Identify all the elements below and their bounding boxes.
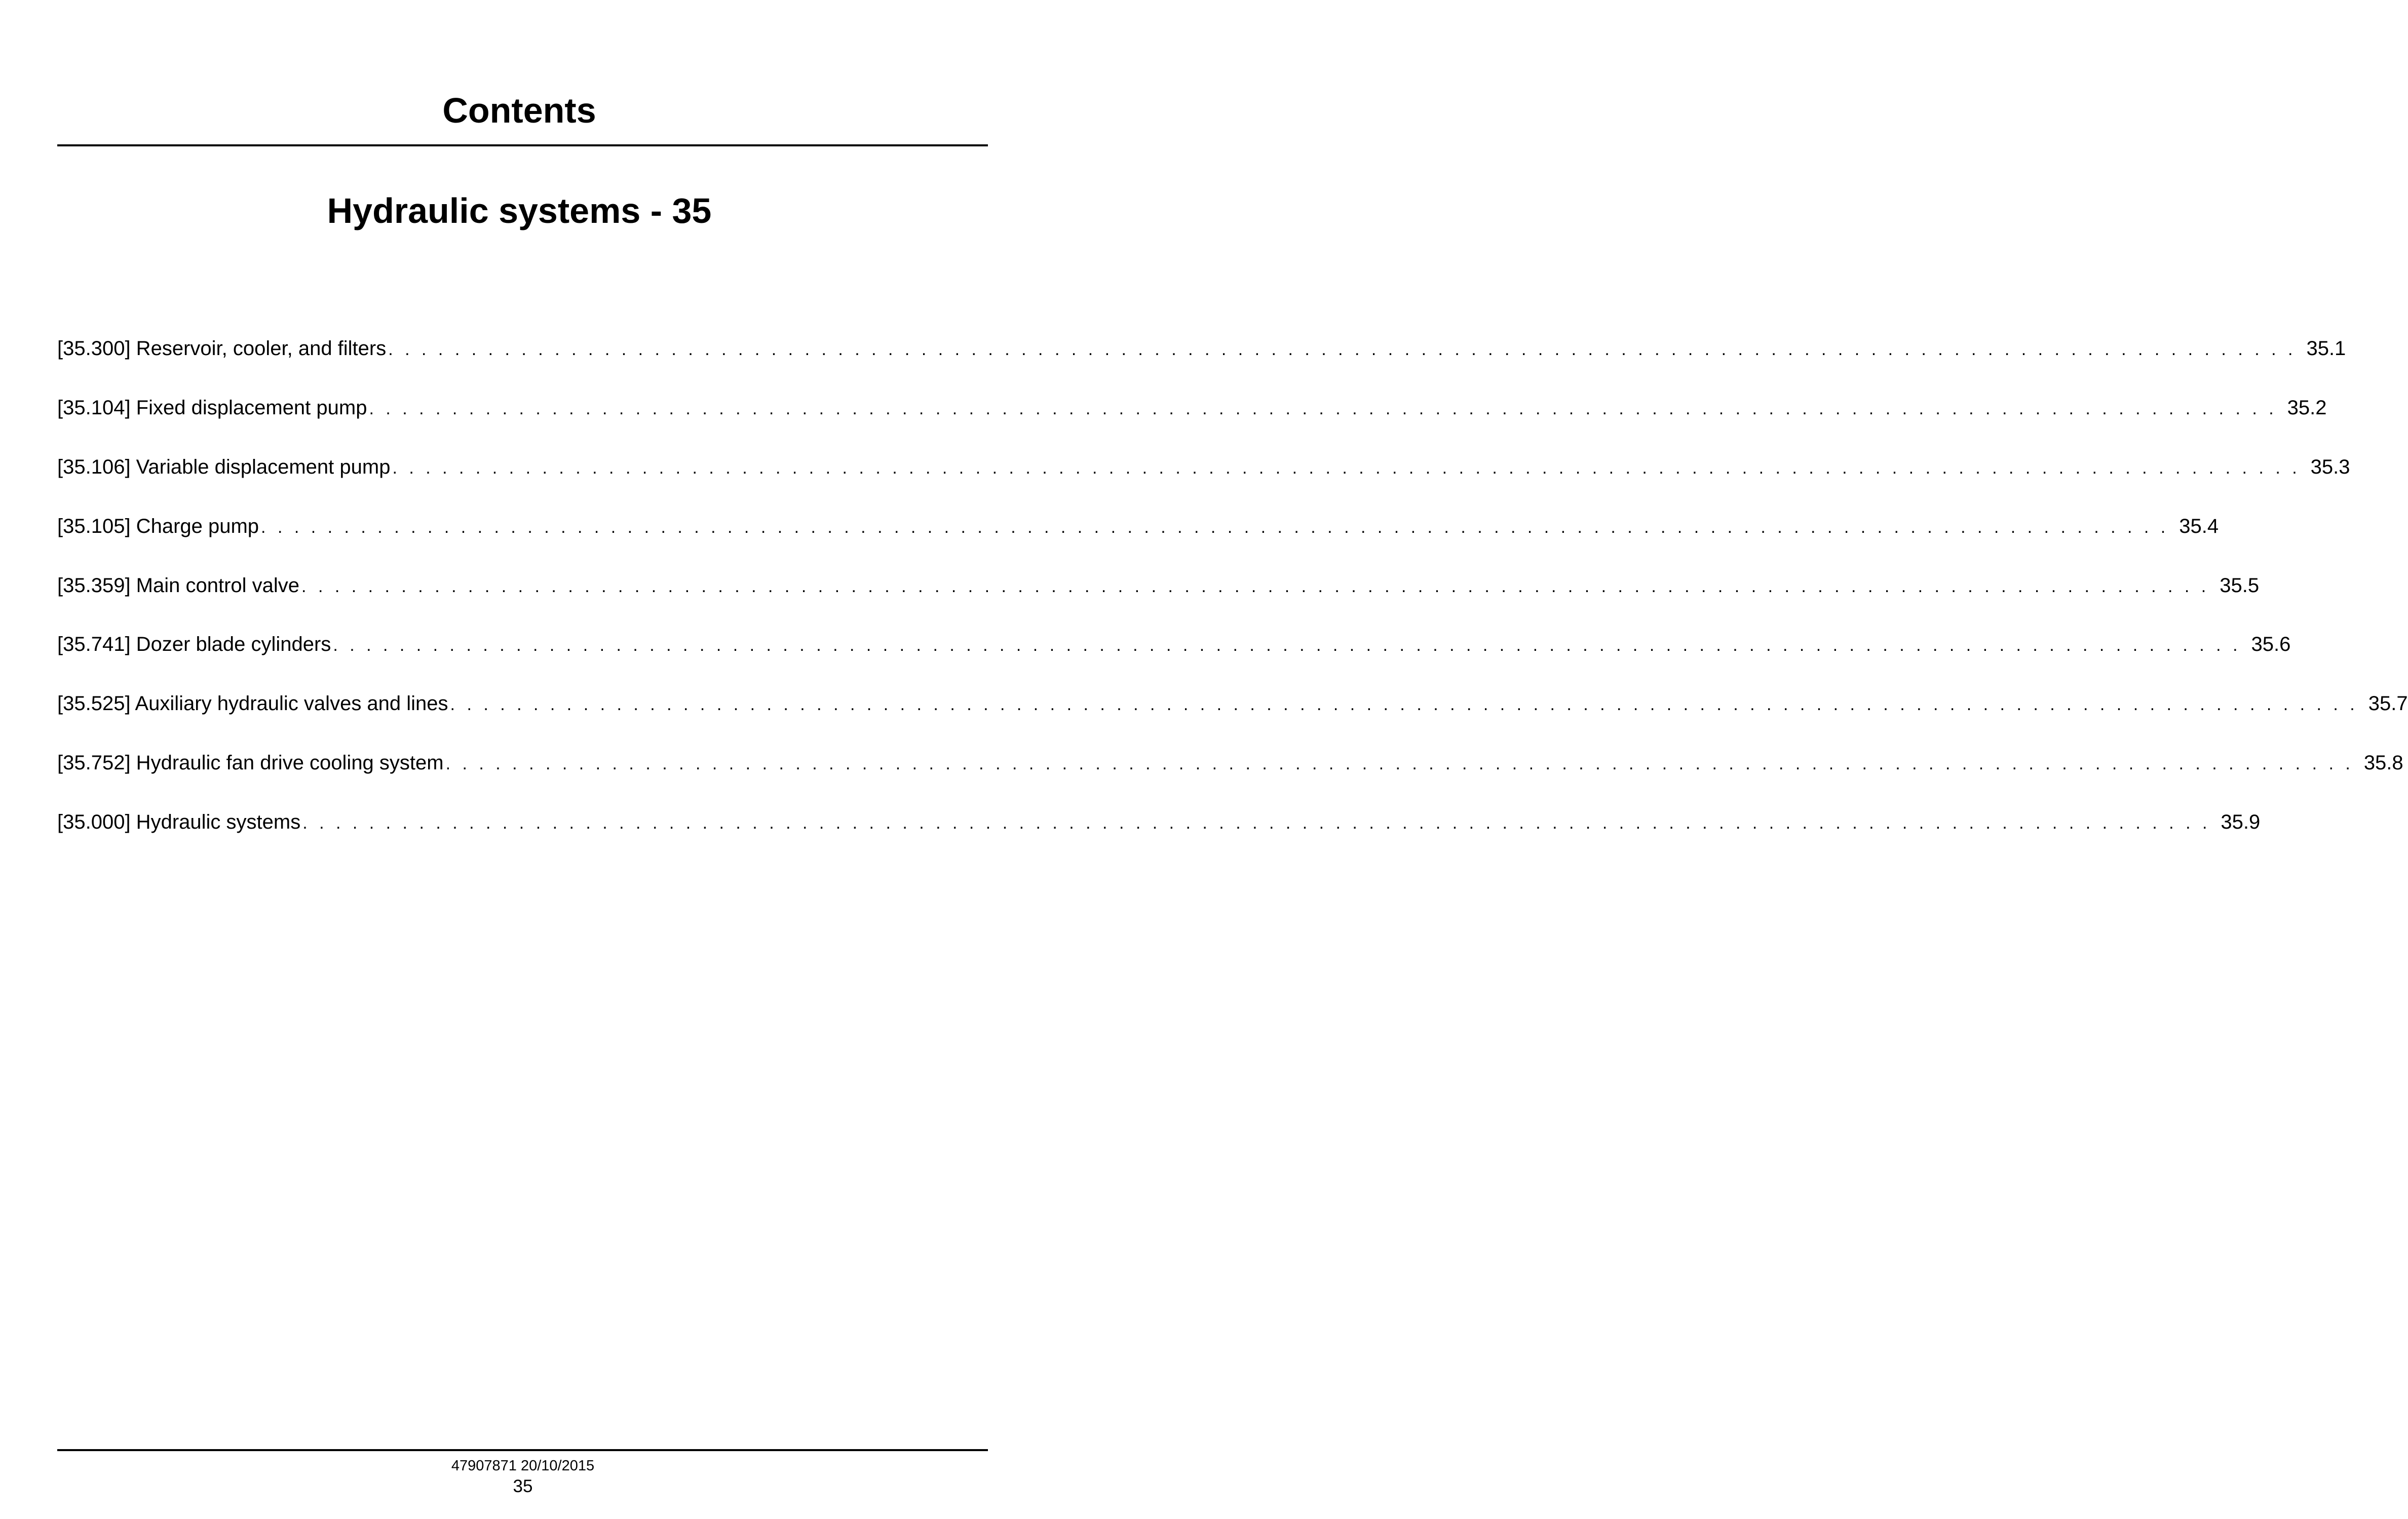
toc-entry-page: 35.7 (2368, 692, 2408, 715)
toc-entry-page: 35.1 (2306, 337, 2346, 360)
toc-entry[interactable] (57, 629, 2291, 688)
toc-dot-leader: . . . . . . . . . . . . . . . . . . . . . . . . . . . . . . . . . . . . . . . . . . . . . . . . . . . . . . . . . . . . . . . . . . . . . . . . . . . . . . . . . . . . . . . . . . . . . . . . . . . . . . . . . . . . . . . . . . . (261, 517, 2169, 537)
toc-entry-page: 35.6 (2251, 633, 2291, 656)
toc-dot-leader: . . . . . . . . . . . . . . . . . . . . . . . . . . . . . . . . . . . . . . . . . . . . . . . . . . . . . . . . . . . . . . . . . . . . . . . . . . . . . . . . . . . . . . . . . . . . . . . . . . . . . . . . . . . . . . . . . . . (388, 340, 2297, 359)
footer-page-number: 35 (513, 1476, 533, 1496)
toc-entry-page: 35.8 (2363, 752, 2403, 774)
toc-entry[interactable] (57, 511, 2219, 570)
table-of-contents (57, 333, 2408, 866)
toc-entry-page: 35.9 (2221, 811, 2261, 834)
toc-dot-leader: . . . . . . . . . . . . . . . . . . . . . . . . . . . . . . . . . . . . . . . . . . . . . . . . . . . . . . . . . . . . . . . . . . . . . . . . . . . . . . . . . . . . . . . . . . . . . . . . . . . . . . . . . . . . . . . . . . . (445, 754, 2354, 774)
toc-dot-leader: . . . . . . . . . . . . . . . . . . . . . . . . . . . . . . . . . . . . . . . . . . . . . . . . . . . . . . . . . . . . . . . . . . . . . . . . . . . . . . . . . . . . . . . . . . . . . . . . . . . . . . . . . . . . . . . . . . . (392, 458, 2301, 478)
page-title: Contents (442, 91, 596, 130)
toc-entry[interactable] (57, 393, 2327, 452)
toc-entry[interactable] (57, 807, 2261, 866)
toc-entry-page: 35.2 (2287, 396, 2327, 419)
toc-entry[interactable] (57, 452, 2350, 511)
toc-entry-label: [35.104] Fixed displacement pump (57, 396, 367, 419)
toc-dot-leader: . . . . . . . . . . . . . . . . . . . . . . . . . . . . . . . . . . . . . . . . . . . . . . . . . . . . . . . . . . . . . . . . . . . . . . . . . . . . . . . . . . . . . . . . . . . . . . . . . . . . . . . . . . . . . . . . . . . (450, 695, 2358, 715)
toc-entry-label: [35.359] Main control valve (57, 574, 300, 597)
toc-dot-leader: . . . . . . . . . . . . . . . . . . . . . . . . . . . . . . . . . . . . . . . . . . . . . . . . . . . . . . . . . . . . . . . . . . . . . . . . . . . . . . . . . . . . . . . . . . . . . . . . . . . . . . . . . . . . . . . . . . . (301, 576, 2210, 596)
toc-entry-page: 35.5 (2220, 574, 2260, 597)
toc-entry[interactable] (57, 688, 2408, 748)
toc-dot-leader: . . . . . . . . . . . . . . . . . . . . . . . . . . . . . . . . . . . . . . . . . . . . . . . . . . . . . . . . . . . . . . . . . . . . . . . . . . . . . . . . . . . . . . . . . . . . . . . . . . . . . . . . . . . . . . . . . . . (333, 636, 2241, 655)
toc-entry-label: [35.300] Reservoir, cooler, and filters (57, 337, 387, 360)
toc-entry-page: 35.4 (2179, 515, 2219, 537)
toc-entry-label: [35.000] Hydraulic systems (57, 811, 301, 834)
toc-entry-page: 35.3 (2310, 455, 2350, 478)
toc-entry[interactable] (57, 570, 2260, 630)
toc-entry-label: [35.105] Charge pump (57, 515, 259, 537)
section-title: Hydraulic systems - 35 (327, 191, 712, 230)
footer-divider (57, 1449, 988, 1451)
toc-entry-label: [35.106] Variable displacement pump (57, 455, 391, 478)
footer-document-reference: 47907871 20/10/2015 (451, 1458, 595, 1474)
toc-entry[interactable] (57, 333, 2346, 393)
toc-entry-label: [35.525] Auxiliary hydraulic valves and lines (57, 692, 448, 715)
toc-entry-label: [35.752] Hydraulic fan drive cooling system (57, 752, 444, 774)
toc-dot-leader: . . . . . . . . . . . . . . . . . . . . . . . . . . . . . . . . . . . . . . . . . . . . . . . . . . . . . . . . . . . . . . . . . . . . . . . . . . . . . . . . . . . . . . . . . . . . . . . . . . . . . . . . . . . . . . . . . . . (302, 813, 2211, 833)
header-divider (57, 144, 988, 146)
toc-entry[interactable] (57, 748, 2403, 807)
toc-dot-leader: . . . . . . . . . . . . . . . . . . . . . . . . . . . . . . . . . . . . . . . . . . . . . . . . . . . . . . . . . . . . . . . . . . . . . . . . . . . . . . . . . . . . . . . . . . . . . . . . . . . . . . . . . . . . . . . . . . . (369, 399, 2277, 418)
toc-entry-label: [35.741] Dozer blade cylinders (57, 633, 331, 656)
